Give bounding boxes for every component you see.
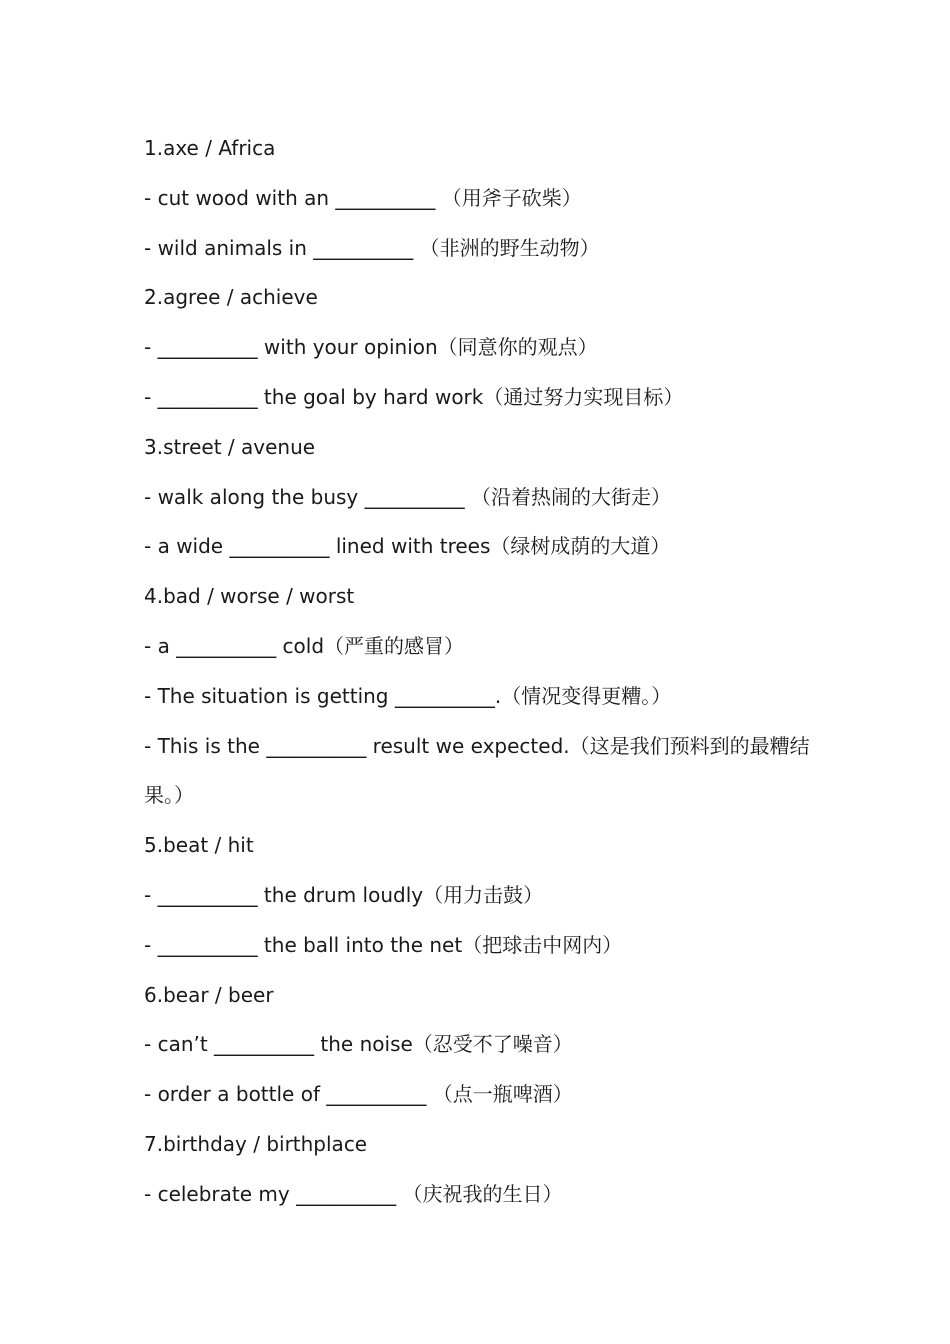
exercise-item: - __________ the ball into the net（把球击中网内） — [144, 932, 623, 957]
section-heading-5: 5.beat / hit — [144, 833, 254, 858]
section-heading-1: 1.axe / Africa — [144, 136, 276, 160]
exercise-item: - cut wood with an __________ （用斧子砍柴） — [144, 185, 582, 210]
exercise-item: - wild animals in __________ （非洲的野生动物） — [144, 235, 600, 260]
exercise-item: - a wide __________ lined with trees（绿树成荫的大道） — [144, 534, 671, 559]
exercise-item: - order a bottle of __________ （点一瓶啤酒） — [144, 1082, 573, 1107]
section-heading-7: 7.birthday / birthplace — [144, 1131, 368, 1156]
exercise-item: - celebrate my __________ （庆祝我的生日） — [144, 1181, 563, 1206]
exercise-item: - The situation is getting __________.（情况变得更糟。） — [144, 683, 672, 708]
exercise-item: - __________ with your opinion（同意你的观点） — [144, 335, 598, 360]
exercise-item: - walk along the busy __________ （沿着热闹的大街走） — [144, 484, 671, 509]
exercise-content — [144, 124, 824, 1220]
exercise-item: - a __________ cold（严重的感冒） — [144, 633, 465, 658]
section-heading-3: 3.street / avenue — [144, 434, 316, 459]
exercise-item: - This is the __________ result we expected.（这是我们预料到的最糟结果。） — [144, 733, 810, 808]
section-heading-6: 6.bear / beer — [144, 982, 274, 1007]
exercise-item: - can’t __________ the noise（忍受不了噪音） — [144, 1032, 573, 1057]
section-heading-2: 2.agree / achieve — [144, 285, 318, 310]
exercise-item: - __________ the goal by hard work（通过努力实现目标） — [144, 384, 684, 409]
exercise-item: - __________ the drum loudly（用力击鼓） — [144, 882, 544, 907]
section-heading-4: 4.bad / worse / worst — [144, 584, 355, 609]
